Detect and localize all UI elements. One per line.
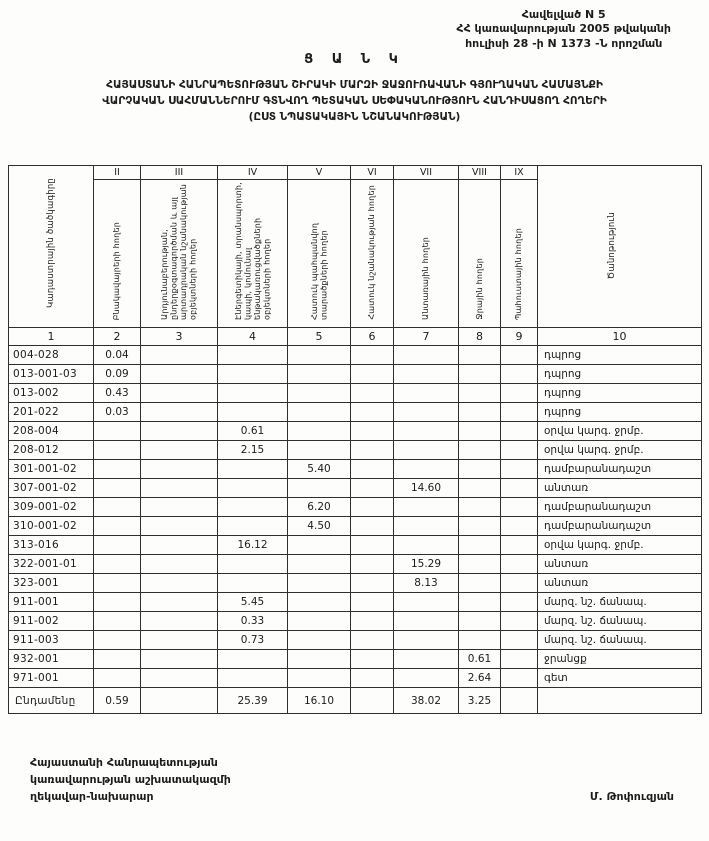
value-cell (288, 669, 351, 688)
roman-numeral: VI (351, 166, 394, 180)
subtitle-line: (ԸՍՏ ՆՊԱՏԱԿԱՅԻՆ ՆՇԱՆԱԿՈՒԹՅԱՆ) (248, 110, 461, 123)
value-cell (459, 403, 501, 422)
header-cell-special-purpose-lands (351, 180, 394, 328)
note-cell: գետ (538, 669, 702, 688)
value-cell (501, 422, 538, 441)
value-cell (459, 460, 501, 479)
value-cell (94, 669, 141, 688)
column-header-note: Ծանոթություն (607, 211, 618, 279)
value-cell (218, 650, 288, 669)
column-header-settlement-lands: Բնակավայրերի հողեր (112, 221, 122, 320)
code-cell: 323-001 (9, 574, 94, 593)
value-cell (218, 669, 288, 688)
value-cell (394, 346, 459, 365)
value-cell (141, 574, 218, 593)
value-cell (459, 574, 501, 593)
note-cell: մարզ. նշ. ճանապ. (538, 631, 702, 650)
roman-numeral: VIII (459, 166, 501, 180)
value-cell (94, 441, 141, 460)
value-cell (94, 517, 141, 536)
table-row (9, 384, 702, 403)
value-cell (288, 574, 351, 593)
table-row (9, 650, 702, 669)
note-cell: դպրոց (538, 365, 702, 384)
value-cell: 5.45 (218, 593, 288, 612)
value-cell (501, 479, 538, 498)
value-cell (501, 384, 538, 403)
value-cell (501, 346, 538, 365)
code-cell: 201-022 (9, 403, 94, 422)
value-cell (94, 460, 141, 479)
roman-numeral: II (94, 166, 141, 180)
value-cell (141, 555, 218, 574)
value-cell (288, 536, 351, 555)
value-cell (94, 422, 141, 441)
value-cell: 38.02 (394, 688, 459, 714)
value-cell (394, 403, 459, 422)
roman-numeral: IV (218, 166, 288, 180)
value-cell (141, 460, 218, 479)
value-cell (351, 479, 394, 498)
total-label-cell: Ընդամենը (9, 688, 94, 714)
value-cell (94, 479, 141, 498)
value-cell (94, 536, 141, 555)
value-cell: 2.15 (218, 441, 288, 460)
value-cell (394, 384, 459, 403)
value-cell (141, 365, 218, 384)
value-cell (141, 498, 218, 517)
value-cell (394, 365, 459, 384)
value-cell (218, 517, 288, 536)
value-cell (218, 384, 288, 403)
table-row (9, 574, 702, 593)
value-cell (288, 403, 351, 422)
header-cell-cadastral-code (9, 166, 94, 328)
value-cell (288, 441, 351, 460)
column-number: 4 (218, 328, 288, 346)
value-cell (141, 688, 218, 714)
value-cell (394, 612, 459, 631)
value-cell: 15.29 (394, 555, 459, 574)
roman-numeral-row (9, 166, 702, 180)
value-cell (394, 422, 459, 441)
header-cell-settlement-lands (94, 180, 141, 328)
value-cell (218, 365, 288, 384)
value-cell: 5.40 (288, 460, 351, 479)
table-row (9, 365, 702, 384)
note-cell: մարզ. նշ. ճանապ. (538, 612, 702, 631)
column-number: 6 (351, 328, 394, 346)
value-cell (94, 593, 141, 612)
code-cell: 013-002 (9, 384, 94, 403)
value-cell: 16.10 (288, 688, 351, 714)
table-row (9, 669, 702, 688)
table-row (9, 346, 702, 365)
value-cell (351, 669, 394, 688)
value-cell (394, 441, 459, 460)
subtitle-line: ՀԱՅԱՍՏԱՆԻ ՀԱՆՐԱՊԵՏՈՒԹՅԱՆ ՇԻՐԱԿԻ ՄԱՐԶԻ ՋԱՋՈՒՌԱՎԱՆԻ ԳՅՈՒՂԱԿԱՆ ՀԱՄԱՅՆՔԻ (106, 79, 603, 91)
value-cell (501, 688, 538, 714)
value-cell (288, 650, 351, 669)
value-cell (501, 574, 538, 593)
value-cell (459, 365, 501, 384)
table-row (9, 593, 702, 612)
value-cell (351, 422, 394, 441)
value-cell (394, 536, 459, 555)
note-cell: դամբարանադաշտ (538, 517, 702, 536)
value-cell (351, 612, 394, 631)
appendix-line: հուլիսի 28 -ի N 1373 -Ն որոշման (465, 36, 663, 50)
signatory-name: Մ. Թոփուզյան (589, 790, 674, 804)
roman-numeral: V (288, 166, 351, 180)
value-cell: 0.09 (94, 365, 141, 384)
value-cell (459, 384, 501, 403)
value-cell (288, 365, 351, 384)
code-cell: 309-001-02 (9, 498, 94, 517)
column-number: 1 (9, 328, 94, 346)
value-cell (351, 555, 394, 574)
value-cell (141, 422, 218, 441)
column-number: 2 (94, 328, 141, 346)
note-cell: դամբարանադաշտ (538, 498, 702, 517)
signatory-title (30, 754, 231, 805)
column-number: 5 (288, 328, 351, 346)
code-cell: 013-001-03 (9, 365, 94, 384)
appendix-line: Հավելված N 5 (521, 8, 606, 21)
value-cell (501, 498, 538, 517)
value-cell (218, 555, 288, 574)
value-cell (141, 346, 218, 365)
document-title: Ց Ա Ն Կ (304, 52, 405, 67)
value-cell (141, 612, 218, 631)
header-cell-note (538, 166, 702, 328)
value-cell (394, 460, 459, 479)
value-cell: 14.60 (394, 479, 459, 498)
value-cell (501, 460, 538, 479)
value-cell (351, 460, 394, 479)
code-cell: 971-001 (9, 669, 94, 688)
value-cell (501, 517, 538, 536)
table-total-row (9, 688, 702, 714)
value-cell (459, 593, 501, 612)
value-cell: 25.39 (218, 688, 288, 714)
column-header-water-lands: Ջրային հողեր (474, 258, 484, 320)
code-cell: 322-001-01 (9, 555, 94, 574)
table-row (9, 555, 702, 574)
value-cell (288, 422, 351, 441)
value-cell (501, 631, 538, 650)
document-subtitle (0, 78, 709, 125)
note-cell: ջրանցք (538, 650, 702, 669)
header-cell-industrial-lands (141, 180, 218, 328)
value-cell: 16.12 (218, 536, 288, 555)
value-cell: 4.50 (288, 517, 351, 536)
column-number: 9 (501, 328, 538, 346)
value-cell (351, 631, 394, 650)
value-cell: 3.25 (459, 688, 501, 714)
value-cell (351, 365, 394, 384)
column-header-forest-lands: Անտառային հողեր (421, 237, 431, 320)
note-cell: օրվա կարգ. ջրմբ. (538, 422, 702, 441)
value-cell (94, 555, 141, 574)
value-cell: 0.61 (459, 650, 501, 669)
value-cell (288, 593, 351, 612)
roman-numeral: VII (394, 166, 459, 180)
column-number: 3 (141, 328, 218, 346)
signatory-title-line: ղեկավար-նախարար (30, 790, 154, 804)
value-cell (501, 669, 538, 688)
table-row (9, 441, 702, 460)
value-cell (351, 688, 394, 714)
value-cell (501, 650, 538, 669)
value-cell: 0.73 (218, 631, 288, 650)
value-cell (394, 631, 459, 650)
value-cell (218, 460, 288, 479)
value-cell (459, 517, 501, 536)
value-cell (351, 574, 394, 593)
table-header (9, 166, 702, 346)
value-cell: 8.13 (394, 574, 459, 593)
value-cell (141, 403, 218, 422)
value-cell (394, 498, 459, 517)
note-cell: դպրոց (538, 384, 702, 403)
value-cell (94, 574, 141, 593)
note-cell: անտառ (538, 479, 702, 498)
note-cell: անտառ (538, 555, 702, 574)
column-number-row (9, 328, 702, 346)
code-cell: 208-012 (9, 441, 94, 460)
header-cell-water-lands (459, 180, 501, 328)
table-row (9, 631, 702, 650)
value-cell (288, 479, 351, 498)
column-header-protected-lands: Հատուկ պահպանվող տարածքների հողեր (309, 222, 328, 320)
table-row (9, 460, 702, 479)
header-cell-infrastructure-lands (218, 180, 288, 328)
value-cell: 0.43 (94, 384, 141, 403)
appendix-header (456, 8, 671, 51)
code-cell: 911-003 (9, 631, 94, 650)
table-row (9, 479, 702, 498)
column-header-reserve-lands: Պահուստային հողեր (514, 227, 524, 320)
code-cell: 004-028 (9, 346, 94, 365)
value-cell (94, 498, 141, 517)
value-cell (94, 612, 141, 631)
value-cell: 6.20 (288, 498, 351, 517)
note-cell: օրվա կարգ. ջրմբ. (538, 536, 702, 555)
header-cell-protected-lands (288, 180, 351, 328)
value-cell (394, 669, 459, 688)
value-cell (218, 479, 288, 498)
value-cell (141, 631, 218, 650)
table-body (9, 346, 702, 714)
value-cell (141, 384, 218, 403)
note-cell: դամբարանադաշտ (538, 460, 702, 479)
value-cell (459, 422, 501, 441)
code-cell: 310-001-02 (9, 517, 94, 536)
code-cell: 911-001 (9, 593, 94, 612)
value-cell (141, 669, 218, 688)
note-cell: մարզ. նշ. ճանապ. (538, 593, 702, 612)
table-row (9, 517, 702, 536)
value-cell: 0.04 (94, 346, 141, 365)
appendix-line: ՀՀ կառավարության 2005 թվականի (456, 22, 671, 36)
value-cell (351, 593, 394, 612)
value-cell (288, 384, 351, 403)
value-cell (218, 498, 288, 517)
value-cell (94, 650, 141, 669)
table-row (9, 536, 702, 555)
value-cell (459, 498, 501, 517)
value-cell (394, 650, 459, 669)
value-cell (351, 441, 394, 460)
table-row (9, 498, 702, 517)
header-cell-reserve-lands (501, 180, 538, 328)
value-cell (459, 612, 501, 631)
value-cell (141, 650, 218, 669)
note-cell: դպրոց (538, 346, 702, 365)
column-number: 8 (459, 328, 501, 346)
value-cell (459, 536, 501, 555)
value-cell (459, 555, 501, 574)
value-cell (459, 441, 501, 460)
value-cell (501, 536, 538, 555)
note-cell: անտառ (538, 574, 702, 593)
header-cell-forest-lands (394, 180, 459, 328)
value-cell (394, 517, 459, 536)
value-cell (501, 593, 538, 612)
subtitle-line: ՎԱՐՉԱԿԱՆ ՍԱՀՄԱՆՆԵՐՈՒՄ ԳՏՆՎՈՂ ՊԵՏԱԿԱՆ ՍԵՓԱԿԱՆՈՒԹՅՈՒՆ ՀԱՆԴԻՍԱՑՈՂ ՀՈՂԵՐԻ (102, 94, 607, 107)
code-cell: 313-016 (9, 536, 94, 555)
value-cell (501, 403, 538, 422)
value-cell (288, 631, 351, 650)
column-header-infrastructure-lands: Էներգետիկայի, տրանսպորտի, կապի, կոմունալ ենթակառուցվածքների օբյեկտների հողեր (233, 182, 271, 320)
code-cell: 301-001-02 (9, 460, 94, 479)
value-cell: 0.03 (94, 403, 141, 422)
value-cell (351, 498, 394, 517)
value-cell (141, 479, 218, 498)
value-cell (218, 574, 288, 593)
value-cell (459, 479, 501, 498)
value-cell (218, 346, 288, 365)
value-cell (351, 346, 394, 365)
value-cell (288, 555, 351, 574)
signatory-title-line: Հայաստանի Հանրապետության (30, 756, 218, 769)
signatory-title-line: կառավարության աշխատակազմի (30, 773, 231, 787)
column-number: 10 (538, 328, 702, 346)
code-cell: 208-004 (9, 422, 94, 441)
value-cell (351, 517, 394, 536)
value-cell: 0.61 (218, 422, 288, 441)
value-cell (351, 650, 394, 669)
value-cell: 2.64 (459, 669, 501, 688)
value-cell: 0.33 (218, 612, 288, 631)
value-cell (501, 365, 538, 384)
column-header-industrial-lands: Արդյունաբերության, ընդերքօգտագործման և այլ արտադրական նշանակության օբյեկտների հողեր (160, 184, 198, 320)
value-cell (501, 612, 538, 631)
column-header-special-purpose-lands: Հատուկ նշանակության հողեր (367, 185, 377, 320)
value-cell (459, 631, 501, 650)
table-row (9, 403, 702, 422)
value-cell (94, 631, 141, 650)
value-cell (141, 517, 218, 536)
value-cell (351, 403, 394, 422)
value-cell (141, 593, 218, 612)
roman-numeral: IX (501, 166, 538, 180)
note-cell: օրվա կարգ. ջրմբ. (538, 441, 702, 460)
value-cell (351, 536, 394, 555)
land-parcels-table (8, 165, 702, 714)
note-cell (538, 688, 702, 714)
value-cell (501, 555, 538, 574)
note-cell: դպրոց (538, 403, 702, 422)
value-cell (501, 441, 538, 460)
value-cell (351, 384, 394, 403)
column-number: 7 (394, 328, 459, 346)
signature-block (30, 754, 682, 805)
table-row (9, 612, 702, 631)
table-row (9, 422, 702, 441)
column-header-cadastral-code: Կադաստրային ծածկագիրը (45, 177, 56, 308)
value-cell (141, 441, 218, 460)
value-cell (459, 346, 501, 365)
roman-numeral: III (141, 166, 218, 180)
value-cell (288, 346, 351, 365)
value-cell: 0.59 (94, 688, 141, 714)
code-cell: 307-001-02 (9, 479, 94, 498)
value-cell (288, 612, 351, 631)
code-cell: 911-002 (9, 612, 94, 631)
value-cell (394, 593, 459, 612)
value-cell (218, 403, 288, 422)
code-cell: 932-001 (9, 650, 94, 669)
value-cell (141, 536, 218, 555)
